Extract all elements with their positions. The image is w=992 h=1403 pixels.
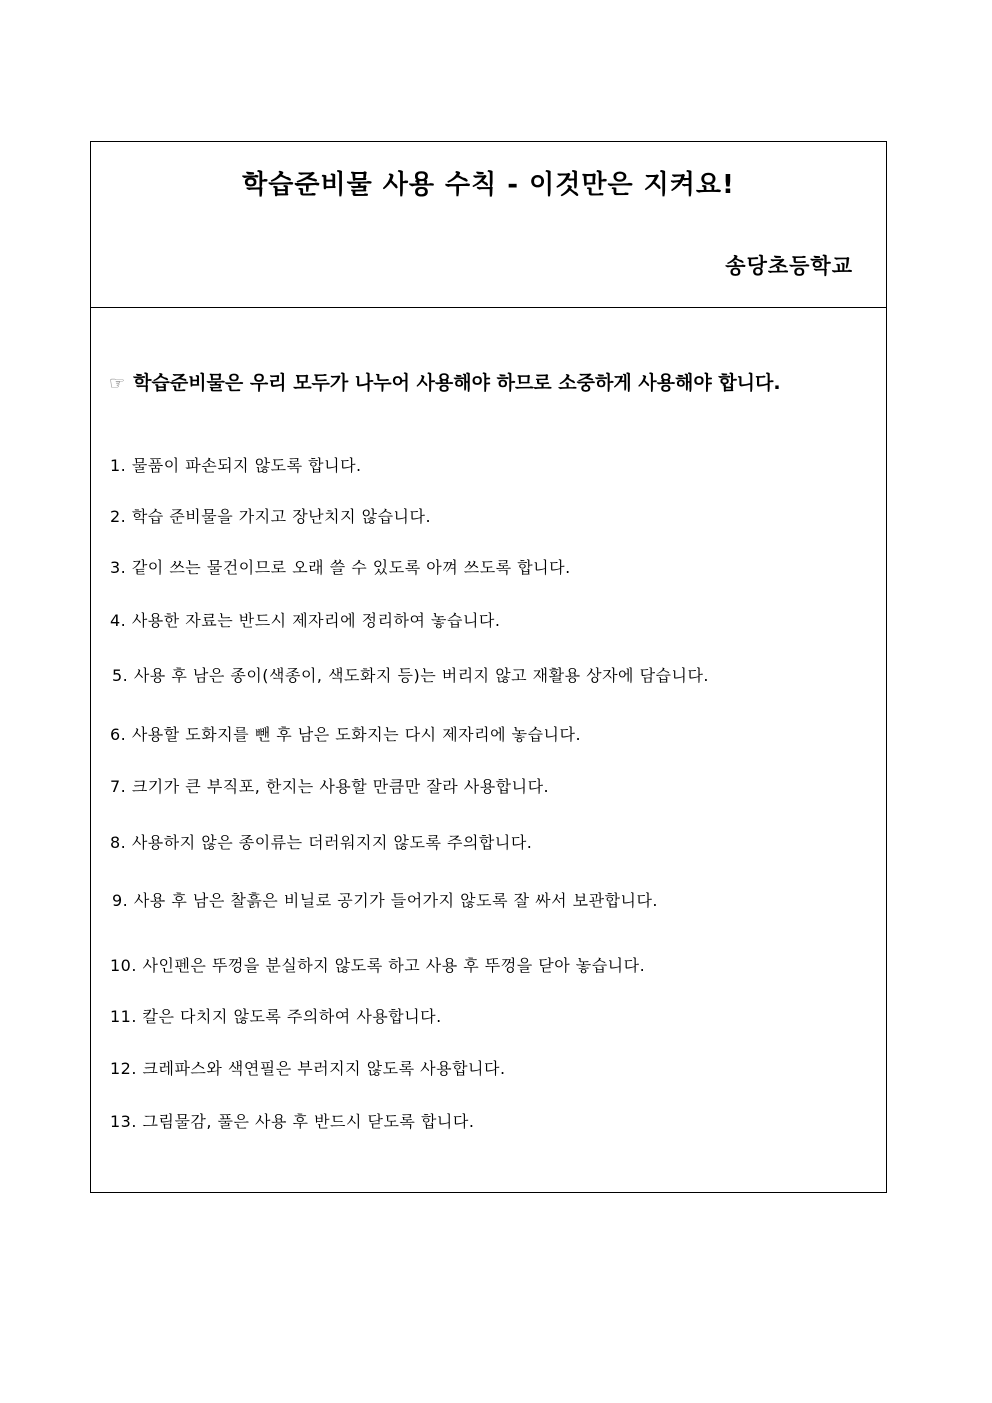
document-title: 학습준비물 사용 수칙 - 이것만은 지켜요! — [242, 170, 735, 200]
rule-item: 4. 사용한 자료는 반드시 제자리에 정리하여 놓습니다. — [110, 611, 501, 630]
rule-item: 13. 그림물감, 풀은 사용 후 반드시 닫도록 합니다. — [110, 1112, 475, 1131]
rule-item: 2. 학습 준비물을 가지고 장난치지 않습니다. — [110, 507, 432, 526]
rule-item: 8. 사용하지 않은 종이류는 더러워지지 않도록 주의합니다. — [110, 833, 533, 852]
rule-item: 3. 같이 쓰는 물건이므로 오래 쓸 수 있도록 아껴 쓰도록 합니다. — [110, 558, 571, 577]
rule-item: 12. 크레파스와 색연필은 부러지지 않도록 사용합니다. — [110, 1059, 506, 1078]
rule-item: 7. 크기가 큰 부직포, 한지는 사용할 만큼만 잘라 사용합니다. — [110, 777, 550, 796]
rule-item: 11. 칼은 다치지 않도록 주의하여 사용합니다. — [110, 1007, 442, 1026]
rule-item: 5. 사용 후 남은 종이(색종이, 색도화지 등)는 버리지 않고 재활용 상자에 담습니다. — [112, 666, 710, 685]
school-name: 송당초등학교 — [725, 254, 853, 278]
document-header — [91, 142, 886, 308]
intro-statement — [109, 368, 781, 395]
intro-text: 학습준비물은 우리 모두가 나누어 사용해야 하므로 소중하게 사용해야 합니다. — [133, 372, 781, 394]
pointing-hand-icon: ☞ — [109, 373, 126, 394]
rules-document-box — [90, 141, 887, 1193]
rule-item: 9. 사용 후 남은 찰흙은 비닐로 공기가 들어가지 않도록 잘 싸서 보관합니다. — [112, 891, 659, 910]
rule-item: 10. 사인펜은 뚜껑을 분실하지 않도록 하고 사용 후 뚜껑을 닫아 놓습니다. — [110, 956, 646, 975]
rule-item: 6. 사용할 도화지를 뺀 후 남은 도화지는 다시 제자리에 놓습니다. — [110, 725, 582, 744]
rule-item: 1. 물품이 파손되지 않도록 합니다. — [110, 456, 362, 475]
